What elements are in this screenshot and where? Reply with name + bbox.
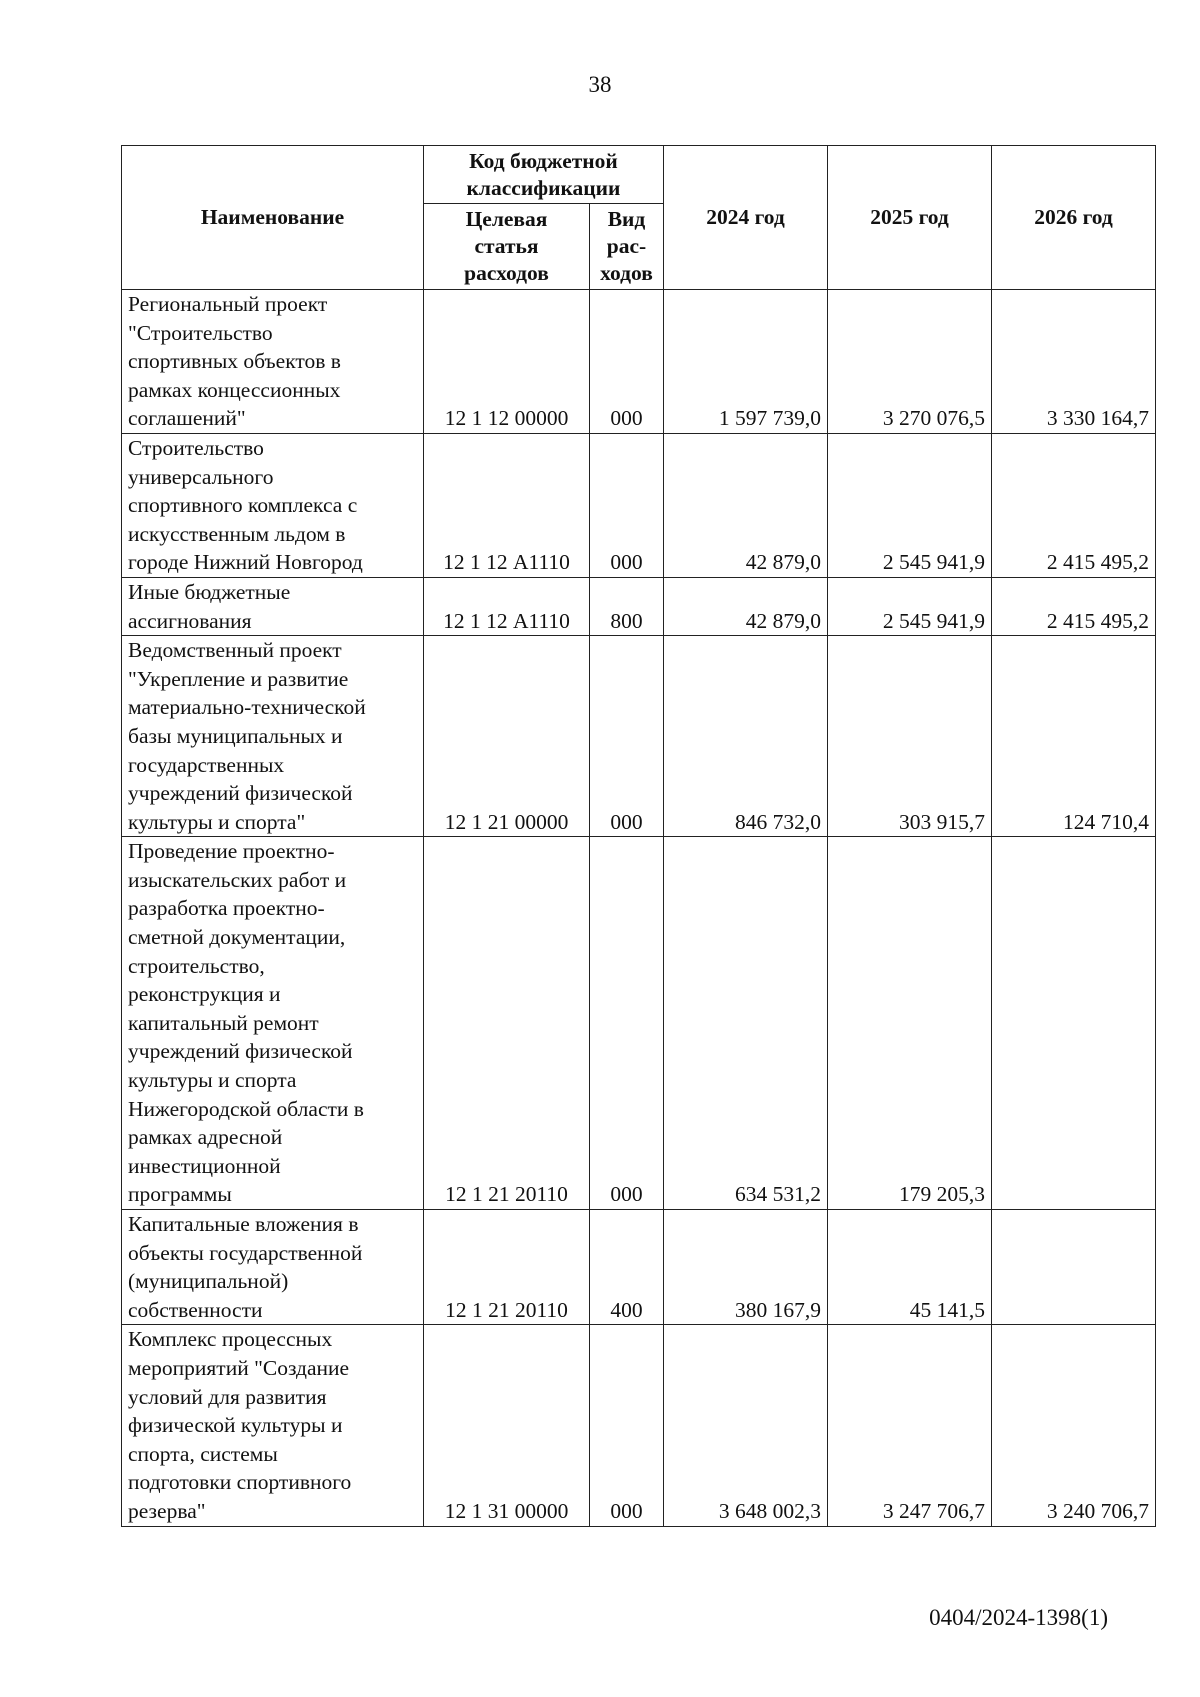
cell-expense-type: 000 (590, 290, 664, 434)
cell-expense-type: 000 (590, 636, 664, 837)
cell-name: Проведение проектно- изыскательских работ и разработка проектно- сметной документации, строительство, реконструкция и капитальный ремонт учреждений физической культуры и спорта Нижегородской области в рамках адресной инвестиционной программы (122, 837, 424, 1210)
header-2024: 2024 год (664, 146, 828, 290)
cell-expense-type: 000 (590, 837, 664, 1210)
table-row (122, 577, 1156, 635)
cell-2026: 124 710,4 (992, 636, 1156, 837)
cell-name: Ведомственный проект "Укрепление и развитие материально-технической базы муниципальных и государственных учреждений физической культуры и спорта" (122, 636, 424, 837)
table-row (122, 1210, 1156, 1325)
cell-target-article: 12 1 12 А1110 (424, 433, 590, 577)
header-target-article: Целевая статья расходов (424, 204, 590, 290)
cell-2026: 2 415 495,2 (992, 577, 1156, 635)
header-2025: 2025 год (828, 146, 992, 290)
cell-2025: 303 915,7 (828, 636, 992, 837)
cell-name: Комплекс процессных мероприятий "Создание условий для развития физической культуры и спорта, системы подготовки спортивного резерва" (122, 1325, 424, 1526)
cell-target-article: 12 1 31 00000 (424, 1325, 590, 1526)
table-row (122, 433, 1156, 577)
cell-2025: 179 205,3 (828, 837, 992, 1210)
header-budget-code-group: Код бюджетной классификации (424, 146, 664, 204)
cell-expense-type: 000 (590, 1325, 664, 1526)
cell-target-article: 12 1 12 00000 (424, 290, 590, 434)
cell-name: Региональный проект "Строительство спортивных объектов в рамках концессионных соглашений" (122, 290, 424, 434)
cell-target-article: 12 1 21 00000 (424, 636, 590, 837)
cell-name: Строительство универсального спортивного комплекса с искусственным льдом в городе Нижний Новгород (122, 433, 424, 577)
cell-2026: 3 240 706,7 (992, 1325, 1156, 1526)
cell-target-article: 12 1 12 А1110 (424, 577, 590, 635)
cell-2026: 3 330 164,7 (992, 290, 1156, 434)
cell-expense-type: 800 (590, 577, 664, 635)
cell-2026 (992, 837, 1156, 1210)
cell-2024: 42 879,0 (664, 433, 828, 577)
cell-2026: 2 415 495,2 (992, 433, 1156, 577)
table-row (122, 1325, 1156, 1526)
cell-2025: 45 141,5 (828, 1210, 992, 1325)
header-name: Наименование (122, 146, 424, 290)
cell-expense-type: 400 (590, 1210, 664, 1325)
cell-2024: 3 648 002,3 (664, 1325, 828, 1526)
page-number: 38 (588, 72, 612, 97)
cell-name: Иные бюджетные ассигнования (122, 577, 424, 635)
document-code: 0404/2024-1398(1) (929, 1605, 1108, 1630)
cell-name: Капитальные вложения в объекты государственной (муниципальной) собственности (122, 1210, 424, 1325)
cell-target-article: 12 1 21 20110 (424, 1210, 590, 1325)
cell-2025: 3 270 076,5 (828, 290, 992, 434)
cell-2024: 634 531,2 (664, 837, 828, 1210)
cell-2024: 380 167,9 (664, 1210, 828, 1325)
cell-2026 (992, 1210, 1156, 1325)
cell-2024: 42 879,0 (664, 577, 828, 635)
cell-target-article: 12 1 21 20110 (424, 837, 590, 1210)
table-row (122, 837, 1156, 1210)
cell-2025: 2 545 941,9 (828, 433, 992, 577)
table-row (122, 636, 1156, 837)
cell-2024: 846 732,0 (664, 636, 828, 837)
cell-2025: 3 247 706,7 (828, 1325, 992, 1526)
cell-2025: 2 545 941,9 (828, 577, 992, 635)
cell-expense-type: 000 (590, 433, 664, 577)
cell-2024: 1 597 739,0 (664, 290, 828, 434)
header-2026: 2026 год (992, 146, 1156, 290)
budget-table (121, 145, 1156, 1527)
header-expense-type: Вид рас- ходов (590, 204, 664, 290)
table-row (122, 290, 1156, 434)
